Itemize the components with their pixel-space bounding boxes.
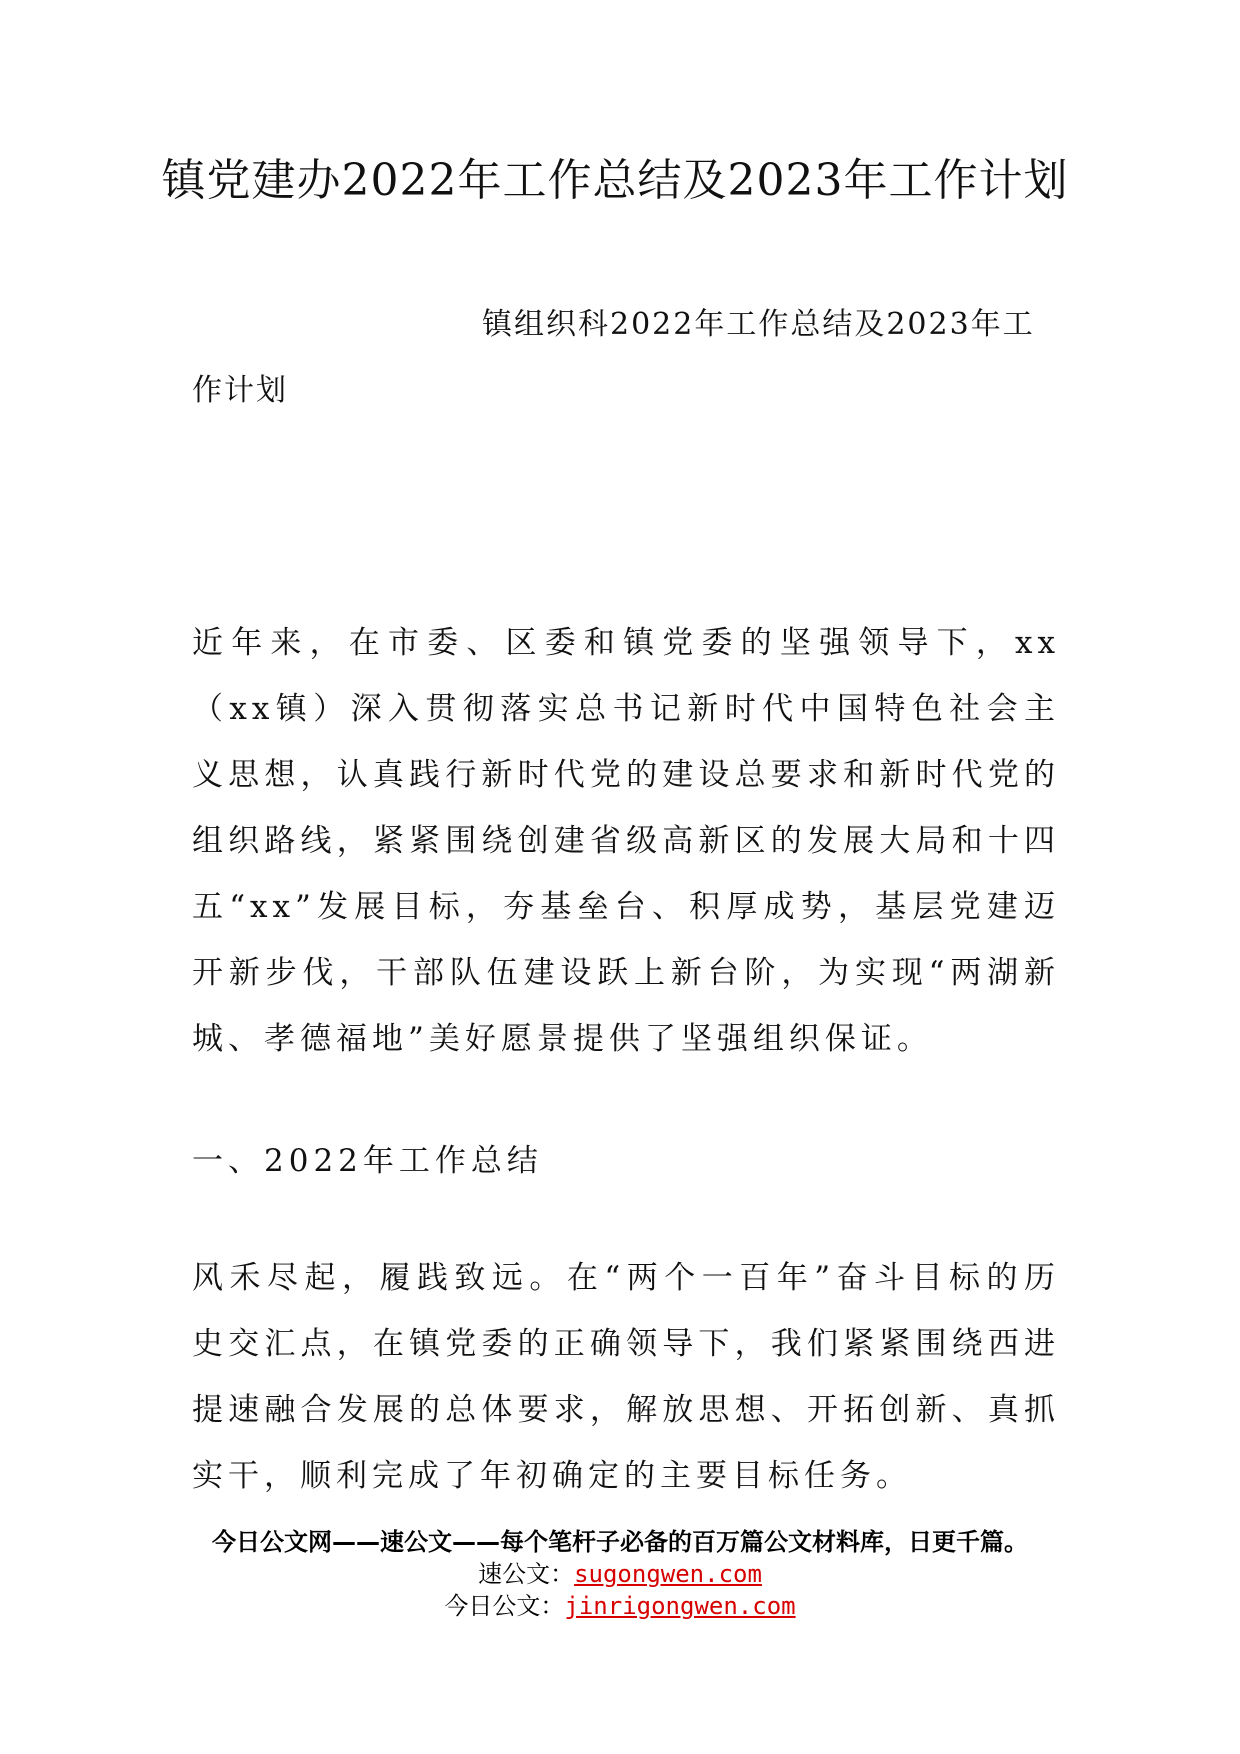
footer-site1-label: 速公文： xyxy=(478,1560,575,1588)
document-title: 镇党建办2022年工作总结及2023年工作计划 xyxy=(161,155,1069,206)
footer-site2 xyxy=(0,1590,1240,1622)
footer-site2-link[interactable]: jinrigongwen.com xyxy=(564,1592,796,1620)
footer-site1-link[interactable]: sugongwen.com xyxy=(574,1560,762,1588)
page-footer xyxy=(0,1526,1240,1622)
intro-paragraph: 近年来，在市委、区委和镇党委的坚强领导下，xx（xx镇）深入贯彻落实总书记新时代中国特色社会主义思想，认真践行新时代党的建设总要求和新时代党的组织路线，紧紧围绕创建省级高新区的发展大局和十四五“xx”发展目标，夯基垒台、积厚成势，基层党建迈开新步伐，干部队伍建设跃上新台阶，为实现“两湖新城、孝德福地”美好愿景提供了坚强组织保证。 xyxy=(192,625,1060,1057)
summary-paragraph: 风禾尽起，履践致远。在“两个一百年”奋斗目标的历史交汇点，在镇党委的正确领导下，我们紧紧围绕西进提速融合发展的总体要求，解放思想、开拓创新、真抓实干，顺利完成了年初确定的主要目标任务。 xyxy=(192,1260,1060,1494)
section-heading: 一、2022年工作总结 xyxy=(192,1143,543,1179)
footer-site1 xyxy=(0,1558,1240,1590)
footer-tagline: 今日公文网——速公文——每个笔杆子必备的百万篇公文材料库，日更千篇。 xyxy=(212,1528,1028,1556)
footer-site2-label: 今日公文： xyxy=(444,1592,565,1620)
document-subtitle: 镇组织科2022年工作总结及2023年工作计划 xyxy=(192,307,1035,408)
